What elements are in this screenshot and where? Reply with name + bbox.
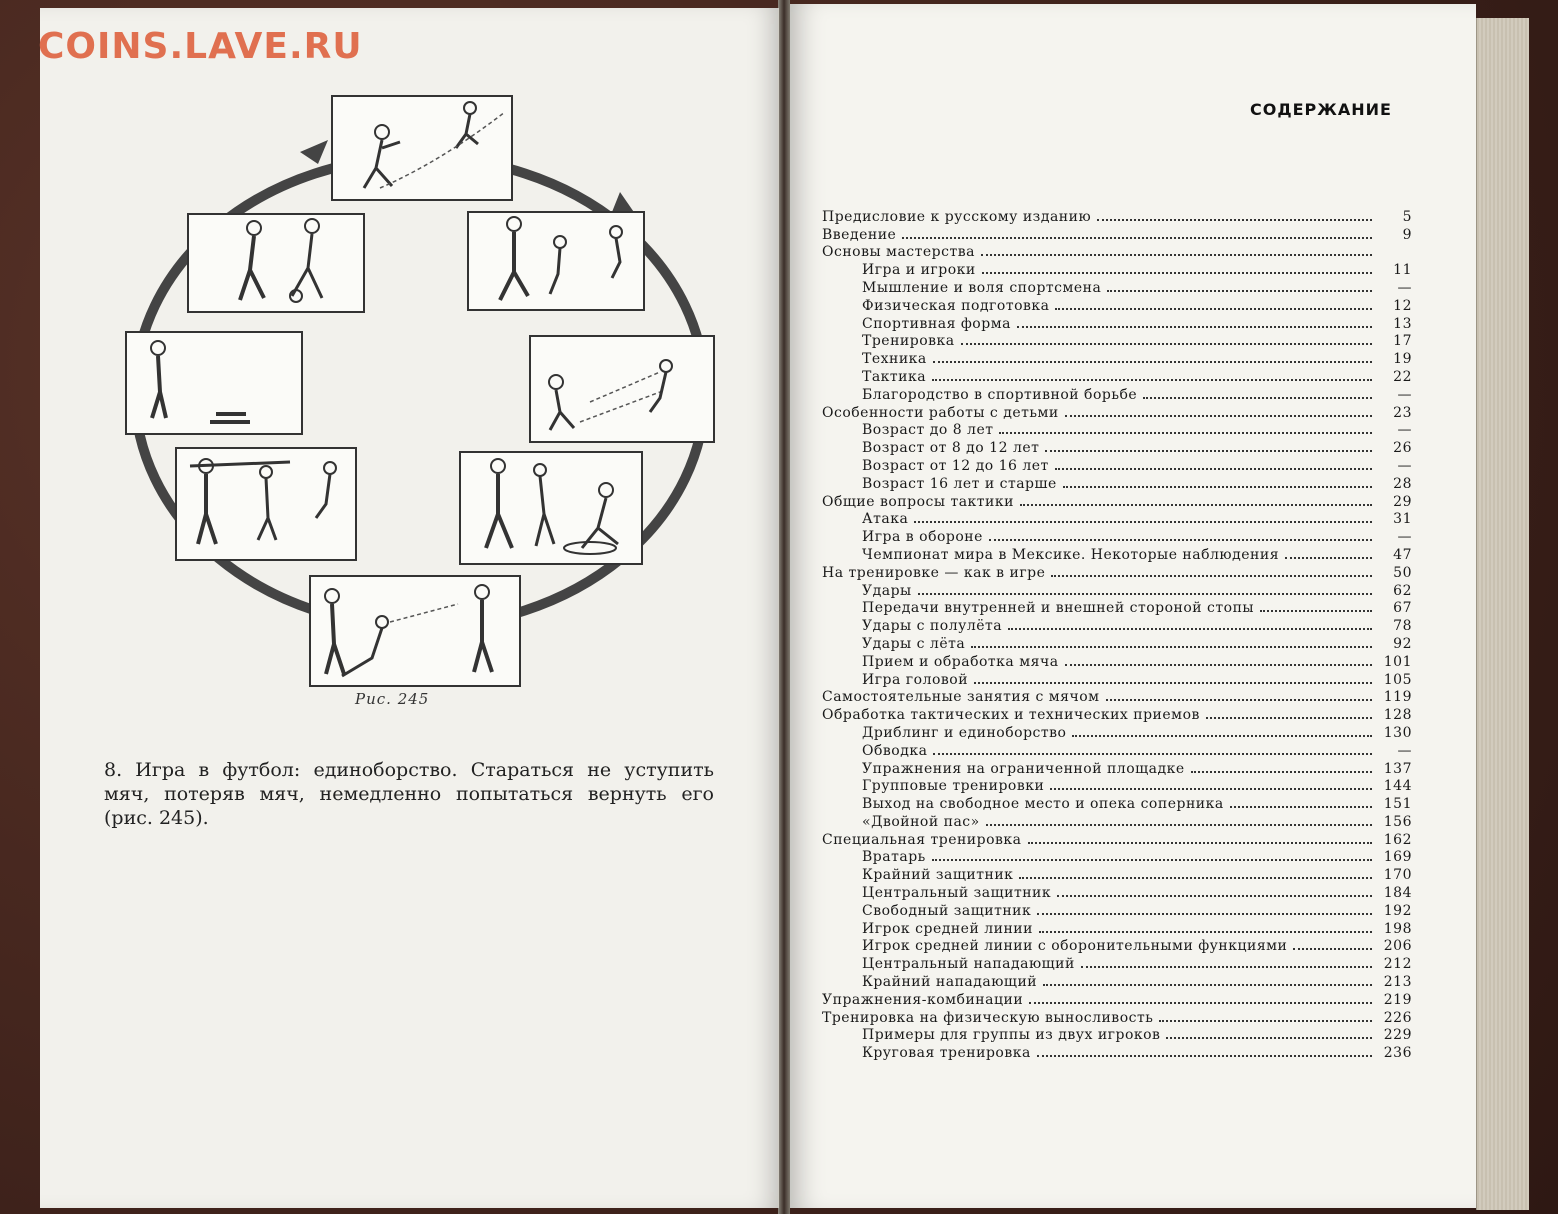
toc-leader-dots bbox=[1043, 984, 1372, 986]
body-paragraph: 8. Игра в футбол: единоборство. Стараться не уступить мяч, потеряв мяч, немедленно попытаться вернуть его (рис. 245). bbox=[104, 759, 714, 829]
toc-leader-dots bbox=[1206, 717, 1372, 719]
toc-row bbox=[822, 634, 1412, 652]
toc-entry-page: 67 bbox=[1393, 600, 1412, 617]
toc-leader-dots bbox=[974, 682, 1372, 684]
toc-entry-title: Специальная тренировка bbox=[822, 831, 1022, 848]
panel-bottom bbox=[310, 576, 520, 686]
toc-entry-page: 47 bbox=[1393, 546, 1412, 563]
toc-entry-title: Благородство в спортивной борьбе bbox=[862, 386, 1138, 403]
toc-row bbox=[822, 937, 1412, 955]
book-cover-edge bbox=[1476, 18, 1529, 1210]
toc-entry-title: Прием и обработка мяча bbox=[862, 653, 1059, 670]
toc-leader-dots bbox=[1037, 913, 1372, 915]
toc-leader-dots bbox=[1017, 326, 1372, 328]
toc-entry-page: 62 bbox=[1393, 582, 1412, 599]
toc-leader-dots bbox=[1045, 450, 1372, 452]
toc-entry-page: 78 bbox=[1393, 618, 1412, 635]
panel-lower-left bbox=[176, 448, 356, 560]
toc-entry-page: 13 bbox=[1393, 315, 1412, 332]
toc-entry-title: «Двойной пас» bbox=[862, 813, 980, 830]
toc-leader-dots bbox=[961, 343, 1372, 345]
toc-row bbox=[822, 688, 1412, 706]
toc-entry-title: Примеры для группы из двух игроков bbox=[862, 1027, 1161, 1044]
toc-row bbox=[822, 848, 1412, 866]
toc-row bbox=[822, 652, 1412, 670]
toc-entry-title: Возраст от 8 до 12 лет bbox=[862, 440, 1040, 457]
toc-row bbox=[822, 243, 1412, 261]
toc-entry-title: Удары с полулёта bbox=[862, 618, 1003, 635]
toc-row bbox=[822, 278, 1412, 296]
toc-entry-title: Тактика bbox=[862, 368, 927, 385]
toc-entry-page: 206 bbox=[1383, 938, 1412, 955]
panel-upper-right bbox=[468, 212, 644, 310]
toc-row bbox=[822, 616, 1412, 634]
toc-entry-page: 12 bbox=[1393, 297, 1412, 314]
toc-entry-page: 23 bbox=[1393, 404, 1412, 421]
toc-row bbox=[822, 314, 1412, 332]
toc-entry-page: 137 bbox=[1383, 760, 1412, 777]
toc-entry-title: Центральный защитник bbox=[862, 885, 1052, 902]
toc-row bbox=[822, 421, 1412, 439]
toc-entry-title: На тренировке — как в игре bbox=[822, 564, 1046, 581]
figure-caption: Рис. 245 bbox=[355, 690, 430, 708]
toc-row bbox=[822, 990, 1412, 1008]
toc-entry-title: Игра и игроки bbox=[862, 262, 976, 279]
toc-entry-page: 213 bbox=[1383, 974, 1412, 991]
toc-leader-dots bbox=[1081, 966, 1372, 968]
toc-row bbox=[822, 510, 1412, 528]
toc-leader-dots bbox=[1065, 664, 1372, 666]
toc-leader-dots bbox=[971, 646, 1372, 648]
toc-leader-dots bbox=[1008, 628, 1372, 630]
toc-leader-dots bbox=[932, 859, 1372, 861]
toc-entry-title: Введение bbox=[822, 226, 897, 243]
toc-leader-dots bbox=[1107, 290, 1372, 292]
toc-entry-title: Атака bbox=[862, 511, 909, 528]
toc-entry-page: 184 bbox=[1383, 885, 1412, 902]
toc-entry-page: 22 bbox=[1393, 368, 1412, 385]
toc-entry-title: Тренировка на физическую выносливость bbox=[822, 1009, 1154, 1026]
toc-entry-title: Игра в обороне bbox=[862, 529, 983, 546]
toc-row bbox=[822, 474, 1412, 492]
toc-row bbox=[822, 670, 1412, 688]
toc-row bbox=[822, 545, 1412, 563]
toc-leader-dots bbox=[989, 539, 1372, 541]
toc-entry-page: 236 bbox=[1383, 1045, 1412, 1062]
watermark: COINS.LAVE.RU bbox=[38, 26, 363, 67]
toc-row bbox=[822, 759, 1412, 777]
toc-leader-dots bbox=[1191, 771, 1372, 773]
toc-row bbox=[822, 741, 1412, 759]
toc-entry-title: Физическая подготовка bbox=[862, 297, 1050, 314]
toc-row bbox=[822, 599, 1412, 617]
toc-row bbox=[822, 954, 1412, 972]
toc-entry-title: Крайний нападающий bbox=[862, 974, 1038, 991]
toc-leader-dots bbox=[1230, 806, 1372, 808]
toc-leader-dots bbox=[902, 237, 1372, 239]
toc-row bbox=[822, 901, 1412, 919]
toc-row bbox=[822, 403, 1412, 421]
toc-row bbox=[822, 225, 1412, 243]
toc-entry-title: Возраст от 12 до 16 лет bbox=[862, 457, 1049, 474]
toc-entry-page: 29 bbox=[1393, 493, 1412, 510]
toc-entry-title: Техника bbox=[862, 351, 927, 368]
toc-leader-dots bbox=[1159, 1020, 1372, 1022]
toc-leader-dots bbox=[1072, 735, 1372, 737]
toc-entry-page: 17 bbox=[1393, 333, 1412, 350]
toc-row bbox=[822, 332, 1412, 350]
toc-entry-page: 170 bbox=[1383, 867, 1412, 884]
toc-row bbox=[822, 385, 1412, 403]
panel-top bbox=[332, 96, 512, 200]
toc-leader-dots bbox=[933, 361, 1372, 363]
toc-entry-title: Игра головой bbox=[862, 671, 969, 688]
toc-row bbox=[822, 207, 1412, 225]
toc-entry-title: Мышление и воля спортсмена bbox=[862, 279, 1102, 296]
toc-entry-page: 11 bbox=[1393, 262, 1412, 279]
toc-entry-page: 9 bbox=[1402, 226, 1412, 243]
toc-row bbox=[822, 865, 1412, 883]
toc-entry-title: Передачи внутренней и внешней стороной стопы bbox=[862, 600, 1255, 617]
panel-middle-left bbox=[126, 332, 302, 434]
toc-row bbox=[822, 581, 1412, 599]
toc-leader-dots bbox=[933, 753, 1372, 755]
toc-entry-page: 128 bbox=[1383, 707, 1412, 724]
toc-leader-dots bbox=[1260, 610, 1372, 612]
figure-illustration bbox=[120, 92, 720, 692]
arrow-icon bbox=[300, 140, 328, 164]
toc-entry-page: 144 bbox=[1383, 778, 1412, 795]
toc-row bbox=[822, 349, 1412, 367]
toc-entry-page: 162 bbox=[1383, 831, 1412, 848]
toc-leader-dots bbox=[1285, 557, 1372, 559]
toc-entry-title: Чемпионат мира в Мексике. Некоторые наблюдения bbox=[862, 546, 1280, 563]
toc-leader-dots bbox=[1057, 895, 1372, 897]
toc-entry-page: 169 bbox=[1383, 849, 1412, 866]
toc-heading: СОДЕРЖАНИЕ bbox=[1250, 100, 1392, 119]
toc-row bbox=[822, 777, 1412, 795]
toc-entry-title: Предисловие к русскому изданию bbox=[822, 208, 1092, 225]
toc-leader-dots bbox=[932, 379, 1372, 381]
toc-entry-page: 219 bbox=[1383, 991, 1412, 1008]
toc-row bbox=[822, 830, 1412, 848]
toc-entry-title: Групповые тренировки bbox=[862, 778, 1045, 795]
toc-leader-dots bbox=[1028, 842, 1372, 844]
toc-entry-title: Тренировка bbox=[862, 333, 955, 350]
toc-row bbox=[822, 563, 1412, 581]
toc-leader-dots bbox=[1055, 308, 1372, 310]
toc-row bbox=[822, 260, 1412, 278]
toc-row bbox=[822, 919, 1412, 937]
toc-entry-page: 19 bbox=[1393, 351, 1412, 368]
toc-entry-page: 156 bbox=[1383, 813, 1412, 830]
toc-entry-page: 151 bbox=[1383, 796, 1412, 813]
toc-entry-page: 31 bbox=[1393, 511, 1412, 528]
toc-entry-title: Основы мастерства bbox=[822, 244, 975, 261]
toc-entry-page: 92 bbox=[1393, 635, 1412, 652]
toc-leader-dots bbox=[1097, 219, 1372, 221]
toc-leader-dots bbox=[1063, 486, 1372, 488]
toc-entry-page: — bbox=[1397, 279, 1412, 296]
toc-row bbox=[822, 812, 1412, 830]
toc-row bbox=[822, 367, 1412, 385]
toc-leader-dots bbox=[1065, 415, 1372, 417]
toc-leader-dots bbox=[1055, 468, 1372, 470]
toc-entry-title: Свободный защитник bbox=[862, 902, 1032, 919]
toc-row bbox=[822, 883, 1412, 901]
toc-entry-page: — bbox=[1397, 742, 1412, 759]
toc-entry-title: Возраст 16 лет и старше bbox=[862, 475, 1057, 492]
toc-leader-dots bbox=[1106, 699, 1372, 701]
toc-entry-title: Упражнения-комбинации bbox=[822, 991, 1024, 1008]
toc-entry-title: Игрок средней линии с оборонительными функциями bbox=[862, 938, 1288, 955]
toc-entry-page: 26 bbox=[1393, 440, 1412, 457]
toc-leader-dots bbox=[1037, 1055, 1372, 1057]
toc-entry-title: Выход на свободное место и опека соперника bbox=[862, 796, 1224, 813]
toc-entry-page: 5 bbox=[1402, 208, 1412, 225]
toc-entry-title: Возраст до 8 лет bbox=[862, 422, 994, 439]
toc-entry-title: Вратарь bbox=[862, 849, 926, 866]
panel-lower-right bbox=[460, 452, 642, 564]
toc-leader-dots bbox=[999, 432, 1372, 434]
toc-row bbox=[822, 1008, 1412, 1026]
toc-entry-title: Круговая тренировка bbox=[862, 1045, 1031, 1062]
toc-entry-page: 130 bbox=[1383, 724, 1412, 741]
toc-row bbox=[822, 972, 1412, 990]
toc-entry-title: Особенности работы с детьми bbox=[822, 404, 1059, 421]
toc-entry-page: — bbox=[1397, 529, 1412, 546]
toc-row bbox=[822, 1026, 1412, 1044]
panel-middle-right bbox=[530, 336, 714, 442]
toc-entry-title: Центральный нападающий bbox=[862, 956, 1075, 973]
toc-leader-dots bbox=[1143, 397, 1372, 399]
toc-row bbox=[822, 492, 1412, 510]
toc-row bbox=[822, 705, 1412, 723]
table-of-contents bbox=[822, 207, 1412, 1061]
toc-entry-page: 229 bbox=[1383, 1027, 1412, 1044]
toc-leader-dots bbox=[1293, 948, 1372, 950]
toc-entry-title: Упражнения на ограниченной площадке bbox=[862, 760, 1185, 777]
toc-row bbox=[822, 794, 1412, 812]
toc-leader-dots bbox=[914, 521, 1372, 523]
toc-leader-dots bbox=[982, 272, 1372, 274]
toc-entry-page: — bbox=[1397, 386, 1412, 403]
toc-entry-page: 212 bbox=[1383, 956, 1412, 973]
toc-entry-title: Самостоятельные занятия с мячом bbox=[822, 689, 1100, 706]
toc-entry-title: Обработка тактических и технических приемов bbox=[822, 707, 1200, 724]
toc-row bbox=[822, 723, 1412, 741]
toc-row bbox=[822, 438, 1412, 456]
toc-leader-dots bbox=[986, 824, 1372, 826]
toc-leader-dots bbox=[1039, 931, 1372, 933]
toc-row bbox=[822, 296, 1412, 314]
toc-entry-title: Обводка bbox=[862, 742, 928, 759]
toc-leader-dots bbox=[1020, 504, 1372, 506]
book-spine bbox=[778, 0, 790, 1214]
toc-leader-dots bbox=[1050, 788, 1372, 790]
toc-entry-page: 192 bbox=[1383, 902, 1412, 919]
toc-row bbox=[822, 1043, 1412, 1061]
toc-leader-dots bbox=[1166, 1037, 1372, 1039]
toc-entry-page: — bbox=[1397, 457, 1412, 474]
toc-entry-title: Дриблинг и единоборство bbox=[862, 724, 1067, 741]
toc-entry-title: Игрок средней линии bbox=[862, 920, 1033, 937]
toc-leader-dots bbox=[918, 593, 1372, 595]
toc-entry-title: Спортивная форма bbox=[862, 315, 1011, 332]
toc-leader-dots bbox=[1051, 575, 1372, 577]
toc-entry-page: 226 bbox=[1383, 1009, 1412, 1026]
panel-upper-left bbox=[188, 214, 364, 312]
toc-entry-title: Общие вопросы тактики bbox=[822, 493, 1014, 510]
toc-entry-page: — bbox=[1397, 422, 1412, 439]
toc-entry-page: 50 bbox=[1393, 564, 1412, 581]
toc-entry-page: 119 bbox=[1383, 689, 1412, 706]
toc-entry-title: Удары с лёта bbox=[862, 635, 966, 652]
toc-leader-dots bbox=[981, 254, 1372, 256]
toc-entry-page: 28 bbox=[1393, 475, 1412, 492]
toc-row bbox=[822, 456, 1412, 474]
toc-entry-page: 101 bbox=[1383, 653, 1412, 670]
toc-entry-title: Удары bbox=[862, 582, 912, 599]
toc-entry-page: 105 bbox=[1383, 671, 1412, 688]
toc-leader-dots bbox=[1019, 877, 1372, 879]
toc-row bbox=[822, 527, 1412, 545]
toc-entry-title: Крайний защитник bbox=[862, 867, 1014, 884]
toc-leader-dots bbox=[1029, 1002, 1372, 1004]
toc-entry-page: 198 bbox=[1383, 920, 1412, 937]
